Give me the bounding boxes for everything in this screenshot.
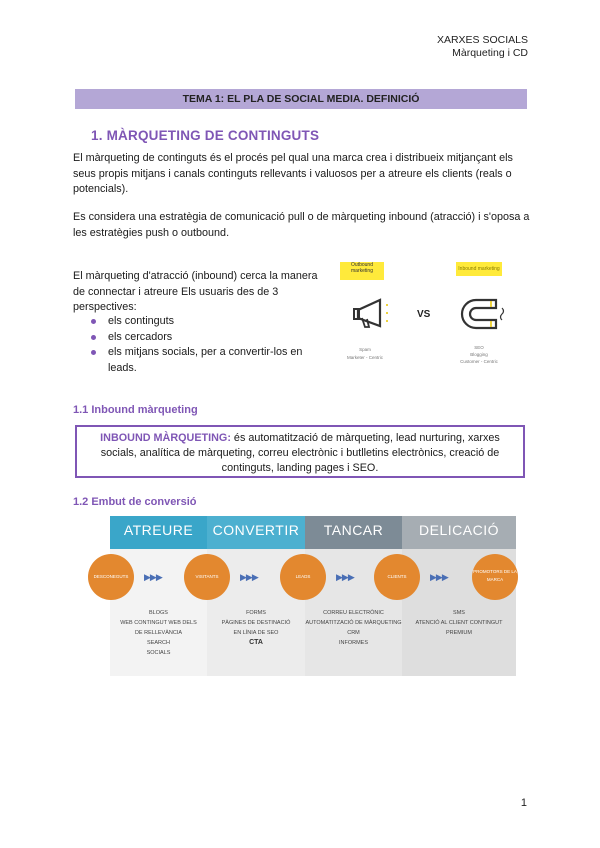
header-course: XARXES SOCIALS — [436, 34, 528, 46]
stage-close-tools: CORREU ELECTRÒNIC AUTOMATITZACIÓ DE MÀRQUETING CRM INFORMES — [305, 610, 402, 646]
stage-attract-tools: BLOGS WEB CONTINGUT WEB DELS DE RELLEVÀNCIA SEARCH SOCIALS — [120, 610, 197, 656]
megaphone-icon — [350, 294, 406, 334]
arrow-icon: ▶▶▶ — [240, 572, 258, 582]
funnel-circle-customers: CLIENTS — [374, 554, 420, 600]
stage-title: TANCAR — [323, 522, 384, 538]
arrow-icon: ▶▶▶ — [430, 572, 448, 582]
list-item: els mitjans socials, per a convertir-los en leads. — [91, 345, 321, 376]
section1-paragraph-2: Es considera una estratègia de comunicació pull o de màrqueting inbound (atracció) i s'oposa a les estratègies push o outbound. — [73, 211, 530, 239]
arrow-icon: ▶▶▶ — [144, 572, 162, 582]
section1-1-heading: 1.1 Inbound màrqueting — [73, 404, 198, 416]
stage-title: CONVERTIR — [212, 522, 300, 538]
inbound-definition-text: és automatització de màrqueting, lead nurturing, xarxes socials, analítica de màrqueting, correu electrònic i butlletins electrònics, creació de continguts, landing pages i SEO. — [100, 432, 500, 474]
outbound-label: Outbound marketing — [340, 262, 384, 280]
magnet-icon — [456, 294, 510, 334]
inbound-caption: SEO Blogging Customer - Centric — [460, 345, 498, 364]
funnel-circle-visitors: VISITANTS — [184, 554, 230, 600]
section1-heading: 1. MÀRQUETING DE CONTINGUTS — [91, 128, 320, 143]
stage-convert-tools: FORMS PÀGINES DE DESTINACIÓ EN LÍNIA DE SEO CTA — [221, 610, 291, 646]
stage-title: DELICACIÓ — [419, 522, 499, 538]
inbound-label: Inbound marketing — [456, 262, 502, 276]
funnel-circle-strangers: DESCONEGUTS — [88, 554, 134, 600]
list-item: els continguts — [91, 314, 321, 330]
bullet-icon — [91, 319, 96, 324]
arrow-icon: ▶▶▶ — [336, 572, 354, 582]
outbound-caption: Spam Marketer - Centric — [346, 347, 383, 360]
bullet-icon — [91, 350, 96, 355]
funnel-circle-promoters: PROMOTORS DE LA MARCA — [472, 554, 518, 600]
header-subject: Màrqueting i CD — [452, 47, 528, 59]
page-number: 1 — [520, 797, 527, 809]
list-item: els cercadors — [91, 330, 321, 346]
inbound-definition-label: INBOUND MÀRQUETING: — [100, 432, 231, 444]
perspectives-list — [91, 314, 321, 376]
bullet-icon — [91, 335, 96, 340]
vs-label: VS — [417, 309, 431, 320]
section1-paragraph-1: El màrqueting de continguts és el procés pel qual una marca crea i distribueix mitjançant els seus propis mitjans i canals continguts rellevants i valuosos per a atreure els clients (reals o potencials). — [73, 152, 513, 195]
funnel-circle-leads: LEADS — [280, 554, 326, 600]
page-header — [437, 34, 528, 60]
outbound-vs-inbound-illustration — [340, 262, 530, 382]
stage-delight-tools: SMS ATENCIÓ AL CLIENT CONTINGUT PREMIUM — [415, 610, 503, 636]
section1-paragraph-3: El màrqueting d'atracció (inbound) cerca la manera de connectar i atreure Els usuaris des de 3 perspectives: — [73, 270, 318, 313]
stage-title: ATREURE — [123, 522, 194, 538]
inbound-definition-box — [75, 425, 525, 478]
topic-title: TEMA 1: EL PLA DE SOCIAL MEDIA. DEFINICIÓ — [75, 89, 527, 109]
section1-2-heading: 1.2 Embut de conversió — [73, 496, 197, 508]
conversion-funnel — [93, 516, 517, 676]
